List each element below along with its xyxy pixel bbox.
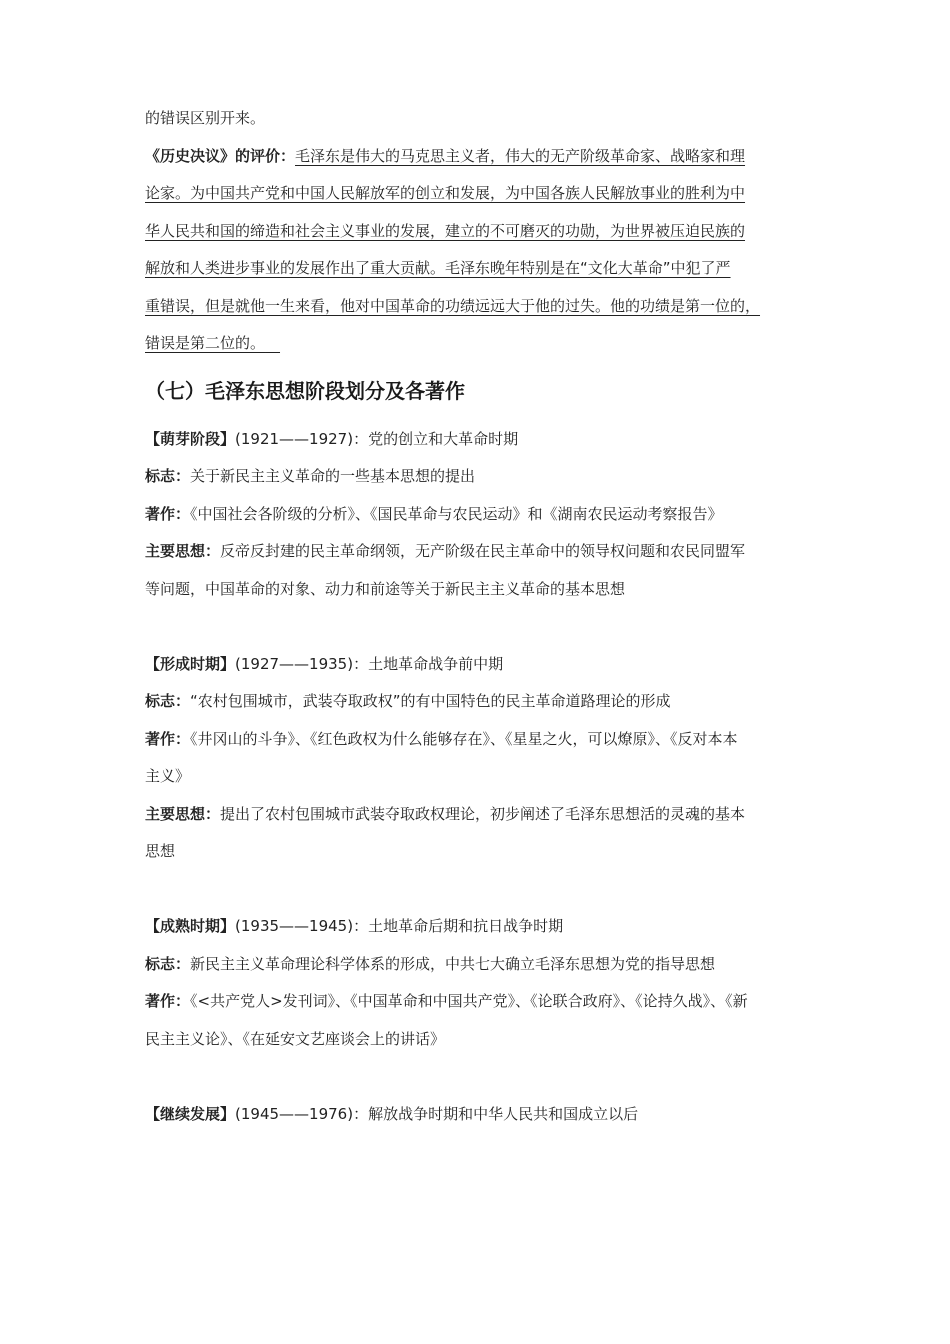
- germination-thought-label: 主要思想：: [145, 542, 221, 560]
- evaluation-label: 《历史决议》的评价：: [145, 146, 296, 165]
- maturity-header: [145, 908, 810, 946]
- germination-works: [145, 496, 810, 534]
- germination-header-rest: (1921——1927)：党的创立和大革命时期: [235, 429, 519, 448]
- maturity-sign-label: 标志：: [145, 954, 191, 973]
- evaluation-underline-tail: [265, 334, 280, 352]
- evaluation-text-3: 华人民共和国的缔造和社会主义事业的发展，建立的不可磨灭的功勋，为世界被压迫民族的: [145, 221, 746, 240]
- formation-thought: [145, 796, 810, 834]
- maturity-works-text-1: 《<共产党人>发刊词》、《中国革命和中国共产党》、《论联合政府》、《论持久战》、《新: [190, 992, 748, 1010]
- section-title: （七）毛泽东思想阶段划分及各著作: [145, 378, 465, 403]
- development-header-rest: (1945——1976)：解放战争时期和中华人民共和国成立以后: [235, 1104, 639, 1123]
- evaluation-line-5: [145, 288, 810, 326]
- germination-works-text: 《中国社会各阶级的分析》、《国民革命与农民运动》和《湖南农民运动考察报告》: [190, 504, 723, 523]
- maturity-sign-text: 新民主主义革命理论科学体系的形成，中共七大确立毛泽东思想为党的指导思想: [190, 954, 716, 973]
- germination-header: [145, 421, 810, 459]
- formation-thought-text-1: 提出了农村包围城市武装夺取政权理论，初步阐述了毛泽东思想活的灵魂的基本: [220, 804, 746, 823]
- germination-thought-text-1: 反帝反封建的民主革命纲领，无产阶级在民主革命中的领导权问题和农民同盟军: [220, 542, 746, 560]
- germination-thought: [145, 533, 810, 571]
- formation-sign-text: “农村包围城市，武装夺取政权”的有中国特色的民主革命道路理论的形成: [190, 692, 671, 710]
- intro-tail: 的错误区别开来。: [145, 109, 266, 127]
- maturity-works-cont: 民主主义论》、《在延安文艺座谈会上的讲话》: [145, 1029, 446, 1048]
- maturity-sign: [145, 946, 810, 984]
- formation-header-rest: (1927——1935)：土地革命战争前中期: [235, 654, 504, 673]
- development-header: [145, 1096, 810, 1134]
- spacer: [145, 1058, 810, 1096]
- evaluation-text-2: 论家。为中国共产党和中国人民解放军的创立和发展，为中国各族人民解放事业的胜利为中: [145, 184, 746, 202]
- formation-sign: [145, 683, 810, 721]
- formation-thought-cont: 思想: [145, 842, 176, 860]
- maturity-works-label: 著作：: [145, 992, 191, 1010]
- evaluation-text-4: 解放和人类进步事业的发展作出了重大贡献。毛泽东晚年特别是在“文化大革命”中犯了严: [145, 259, 731, 277]
- formation-works-cont: 主义》: [145, 767, 191, 785]
- spacer: [145, 608, 810, 646]
- germination-sign-label: 标志：: [145, 467, 191, 485]
- evaluation-line-4: [145, 250, 810, 288]
- maturity-header-rest: (1935——1945)：土地革命后期和抗日战争时期: [235, 917, 564, 935]
- development-header-label: 【继续发展】: [145, 1104, 236, 1123]
- maturity-header-label: 【成熟时期】: [145, 917, 236, 935]
- evaluation-text-1: 毛泽东是伟大的马克思主义者，伟大的无产阶级革命家、战略家和理: [295, 146, 746, 165]
- evaluation-line-1: [145, 138, 810, 176]
- evaluation-line-2: [145, 175, 810, 213]
- evaluation-line-6: [145, 325, 810, 363]
- document-page: [145, 100, 810, 1133]
- germination-header-label: 【萌芽阶段】: [145, 429, 236, 448]
- germination-sign-text: 关于新民主主义革命的一些基本思想的提出: [190, 467, 476, 485]
- germination-sign: [145, 458, 810, 496]
- germination-works-label: 著作：: [145, 504, 191, 523]
- evaluation-text-6: 错误是第二位的。: [145, 334, 266, 352]
- evaluation-line-3: [145, 213, 810, 251]
- formation-works-text-1: 《井冈山的斗争》、《红色政权为什么能够存在》、《星星之火，可以燎原》、《反对本本: [190, 729, 738, 748]
- formation-header: [145, 646, 810, 684]
- spacer: [145, 871, 810, 909]
- formation-thought-label: 主要思想：: [145, 804, 221, 823]
- formation-sign-label: 标志：: [145, 692, 191, 710]
- formation-header-label: 【形成时期】: [145, 654, 236, 673]
- germination-thought-cont: 等问题，中国革命的对象、动力和前途等关于新民主主义革命的基本思想: [145, 579, 626, 598]
- evaluation-text-5: 重错误，但是就他一生来看，他对中国革命的功绩远远大于他的过失。他的功绩是第一位的，: [145, 296, 761, 315]
- formation-works-label: 著作：: [145, 729, 191, 748]
- formation-works: [145, 721, 810, 759]
- maturity-works: [145, 983, 810, 1021]
